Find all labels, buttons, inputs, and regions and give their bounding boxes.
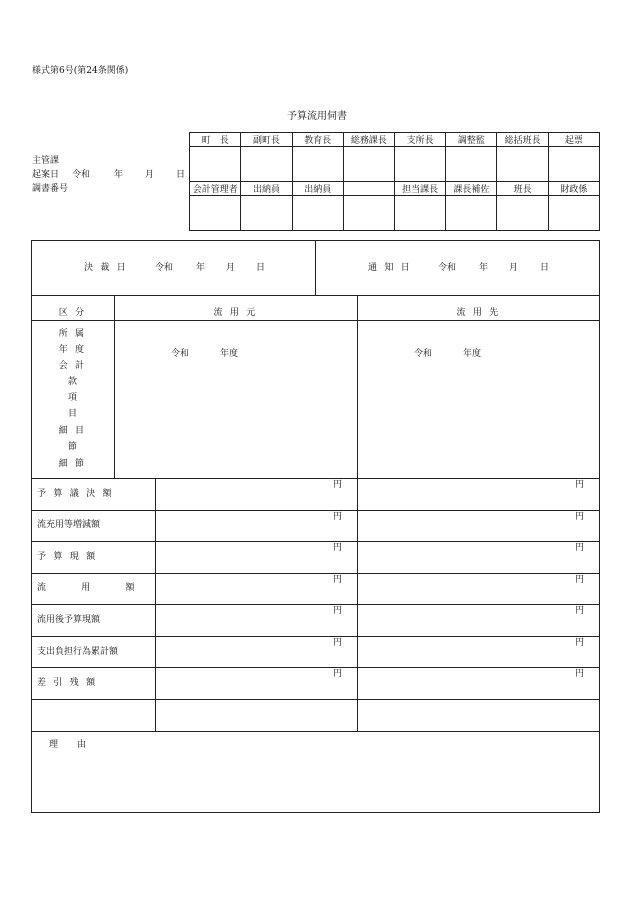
approval-seal-box[interactable] xyxy=(446,147,497,182)
approval-header-cell: 支所長 xyxy=(395,133,446,147)
approval-seal-box[interactable] xyxy=(241,147,292,182)
notice-date-month: 月 xyxy=(509,263,519,273)
yen-unit: 円 xyxy=(575,480,585,490)
reason-label: 理 由 xyxy=(49,740,95,750)
item-label: 所 属 xyxy=(58,329,87,339)
amount-row-label: 流充用等増減額 xyxy=(37,520,101,530)
source-year-suffix: 年度 xyxy=(220,349,239,359)
approval-header-cell: 会計管理者 xyxy=(190,182,241,196)
divider xyxy=(114,295,115,478)
approval-seal-box[interactable] xyxy=(395,196,446,231)
form-number: 様式第6号(第24条関係) xyxy=(32,66,129,76)
yen-unit: 円 xyxy=(333,606,343,616)
approval-header-cell: 副町長 xyxy=(241,133,292,147)
approval-header-cell: 教育長 xyxy=(292,133,343,147)
item-label: 節 xyxy=(67,442,77,452)
amount-row-label: 予 算 議 決 額 xyxy=(37,489,114,499)
item-label: 細 節 xyxy=(58,459,87,469)
approval-header-cell: 課長補佐 xyxy=(446,182,497,196)
yen-unit: 円 xyxy=(333,480,343,490)
category-label: 区 分 xyxy=(58,308,87,318)
divider xyxy=(31,731,600,732)
divider xyxy=(31,636,600,637)
divider xyxy=(31,667,600,668)
approval-header-cell: 担当課長 xyxy=(395,182,446,196)
divider xyxy=(31,604,600,605)
approval-seal-box[interactable] xyxy=(395,147,446,182)
item-label: 目 xyxy=(67,409,77,419)
approval-seal-box[interactable] xyxy=(446,196,497,231)
destination-label: 流 用 先 xyxy=(456,308,501,318)
approval-seal-box[interactable] xyxy=(343,147,394,182)
amount-row-label: 流用後予算現額 xyxy=(37,615,101,625)
amount-row-label: 予 算 現 額 xyxy=(37,552,98,562)
dest-year-era: 令和 xyxy=(414,349,433,359)
source-label: 流 用 元 xyxy=(213,308,258,318)
approval-seal-box[interactable] xyxy=(190,196,241,231)
divider xyxy=(31,699,600,700)
decision-date-era: 令和 xyxy=(155,263,174,273)
yen-unit: 円 xyxy=(333,638,343,648)
approval-seal-box[interactable] xyxy=(292,147,343,182)
draft-date-era: 令和 xyxy=(72,170,91,180)
approval-seal-box[interactable] xyxy=(497,196,548,231)
approval-table xyxy=(189,132,600,231)
approval-header-cell: 班長 xyxy=(497,182,548,196)
yen-unit: 円 xyxy=(575,638,585,648)
draft-date-day: 日 xyxy=(176,170,186,180)
approval-seal-box[interactable] xyxy=(190,147,241,182)
yen-unit: 円 xyxy=(575,512,585,522)
divider xyxy=(31,573,600,574)
decision-date-month: 月 xyxy=(226,263,236,273)
notice-date-era: 令和 xyxy=(438,263,457,273)
approval-header-cell: 調整監 xyxy=(446,133,497,147)
yen-unit: 円 xyxy=(333,669,343,679)
approval-seal-box[interactable] xyxy=(548,196,599,231)
divider xyxy=(31,320,600,321)
decision-date-label: 決 裁 日 xyxy=(84,263,128,273)
divider xyxy=(31,541,600,542)
approval-header-cell: 総括班長 xyxy=(497,133,548,147)
approval-seal-box[interactable] xyxy=(343,196,394,231)
approval-header-cell: 出納員 xyxy=(292,182,343,196)
approval-header-cell: 出納員 xyxy=(241,182,292,196)
approval-seal-box[interactable] xyxy=(497,147,548,182)
approval-header-cell xyxy=(343,182,394,196)
notice-date-label: 通 知 日 xyxy=(368,263,412,273)
approval-seal-box[interactable] xyxy=(548,147,599,182)
yen-unit: 円 xyxy=(333,575,343,585)
yen-unit: 円 xyxy=(575,669,585,679)
divider xyxy=(315,240,316,295)
approval-header-cell: 起票 xyxy=(548,133,599,147)
item-label: 細 目 xyxy=(58,426,87,436)
item-label: 款 xyxy=(67,377,77,387)
approval-seal-box[interactable] xyxy=(241,196,292,231)
approval-header-cell: 総務課長 xyxy=(343,133,394,147)
divider xyxy=(357,295,358,731)
dest-year-suffix: 年度 xyxy=(463,349,482,359)
yen-unit: 円 xyxy=(575,606,585,616)
approval-header-cell: 財政係 xyxy=(548,182,599,196)
draft-date-year: 年 xyxy=(114,170,124,180)
notice-date-year: 年 xyxy=(479,263,489,273)
yen-unit: 円 xyxy=(575,575,585,585)
source-year-era: 令和 xyxy=(171,349,190,359)
decision-date-year: 年 xyxy=(196,263,206,273)
item-label: 会 計 xyxy=(58,361,87,371)
yen-unit: 円 xyxy=(333,512,343,522)
decision-date-day: 日 xyxy=(256,263,266,273)
amount-row-label: 差 引 残 額 xyxy=(37,678,98,688)
item-label: 項 xyxy=(67,393,77,403)
amount-row-label: 支出負担行為累計額 xyxy=(37,647,119,657)
yen-unit: 円 xyxy=(333,543,343,553)
page-title: 予算流用伺書 xyxy=(287,111,347,122)
divider xyxy=(31,478,600,479)
main-form xyxy=(31,240,600,813)
amount-row-label: 流 用 額 xyxy=(37,583,151,593)
draft-date-label: 起案日 xyxy=(32,170,60,180)
item-label: 年 度 xyxy=(58,345,87,355)
approval-seal-box[interactable] xyxy=(292,196,343,231)
survey-number-label: 調書番号 xyxy=(32,184,69,194)
yen-unit: 円 xyxy=(575,543,585,553)
divider xyxy=(31,295,600,296)
divider xyxy=(31,510,600,511)
draft-date-month: 月 xyxy=(145,170,155,180)
notice-date-day: 日 xyxy=(540,263,550,273)
approval-header-cell: 町 長 xyxy=(190,133,241,147)
department-label: 主管課 xyxy=(32,156,60,166)
